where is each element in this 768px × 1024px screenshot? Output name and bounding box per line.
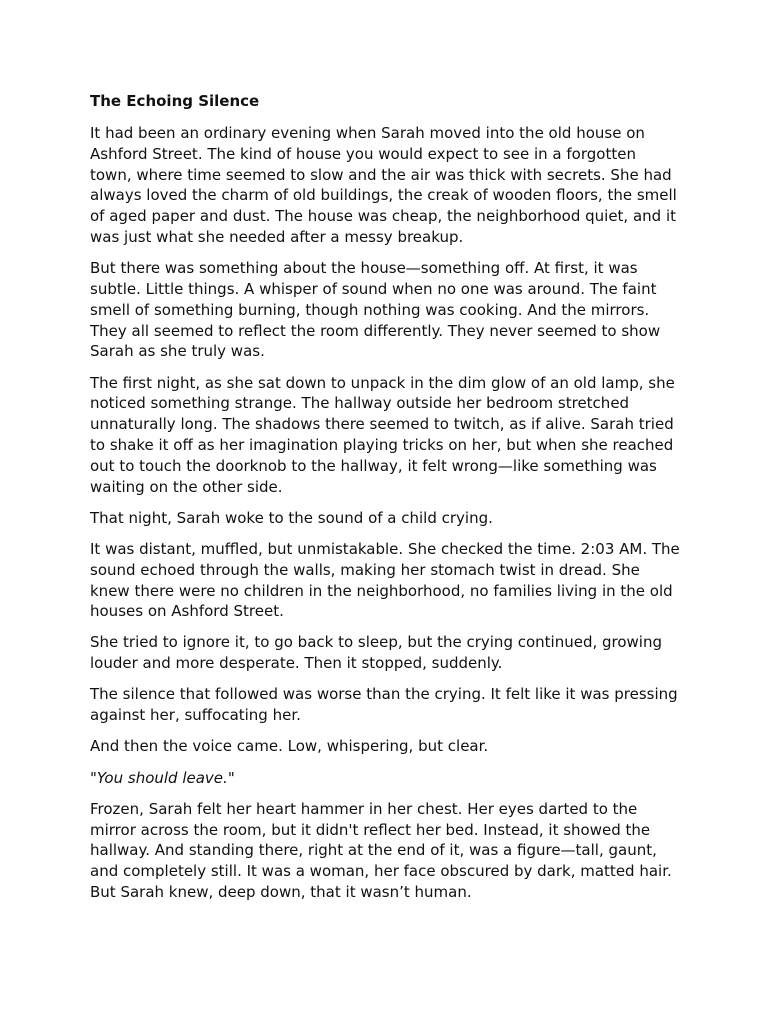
quote-text: You should leave. [96, 768, 228, 787]
paragraph-5: It was distant, muffled, but unmistakable. She checked the time. 2:03 AM. The sound echoed through the walls, making her stomach twist in dread. She knew there were no children in the neighborhood, no families living in the old houses on Ashford Street. [90, 539, 680, 621]
quote-open-mark: " [90, 768, 97, 787]
quote-close-mark: " [227, 768, 235, 787]
story-title: The Echoing Silence [90, 92, 260, 110]
quote-paragraph [90, 768, 680, 789]
document-page [90, 90, 680, 913]
paragraph-3: The first night, as she sat down to unpack in the dim glow of an old lamp, she noticed something strange. The hallway outside her bedroom stretched unnaturally long. The shadows there seemed to twitch, as if alive. Sarah tried to shake it off as her imagination playing tricks on her, but when she reached out to touch the doorknob to the hallway, it felt wrong—like something was waiting on the other side. [90, 373, 675, 496]
paragraph-4: That night, Sarah woke to the sound of a child crying. [90, 508, 493, 527]
paragraph-2: But there was something about the house—something off. At first, it was subtle. Little things. A whisper of sound when no one was around. The faint smell of something burning, though nothing was cooking. And the mirrors. They all seemed to reflect the room differently. They never seemed to show Sarah as she truly was. [90, 259, 661, 361]
paragraph-6: She tried to ignore it, to go back to sleep, but the crying continued, growing louder and more desperate. Then it stopped, suddenly. [90, 633, 663, 673]
paragraph-final: Frozen, Sarah felt her heart hammer in her chest. Her eyes darted to the mirror across the room, but it didn't reflect her bed. Instead, it showed the hallway. And standing there, right at the end of it, was a figure—tall, gaunt, and completely still. It was a woman, her face obscured by dark, matted hair. But Sarah knew, deep down, that it wasn’t human. [90, 799, 672, 902]
paragraph-1: It had been an ordinary evening when Sarah moved into the old house on Ashford Street. The kind of house you would expect to see in a forgotten town, where time seemed to slow and the air was thick with secrets. She had always loved the charm of old buildings, the creak of wooden floors, the smell of aged paper and dust. The house was cheap, the neighborhood quiet, and it was just what she needed after a messy breakup. [90, 124, 677, 246]
paragraph-7: The silence that followed was worse than the crying. It felt like it was pressing against her, suffocating her. [90, 685, 678, 725]
paragraph-8: And then the voice came. Low, whispering, but clear. [90, 737, 489, 756]
